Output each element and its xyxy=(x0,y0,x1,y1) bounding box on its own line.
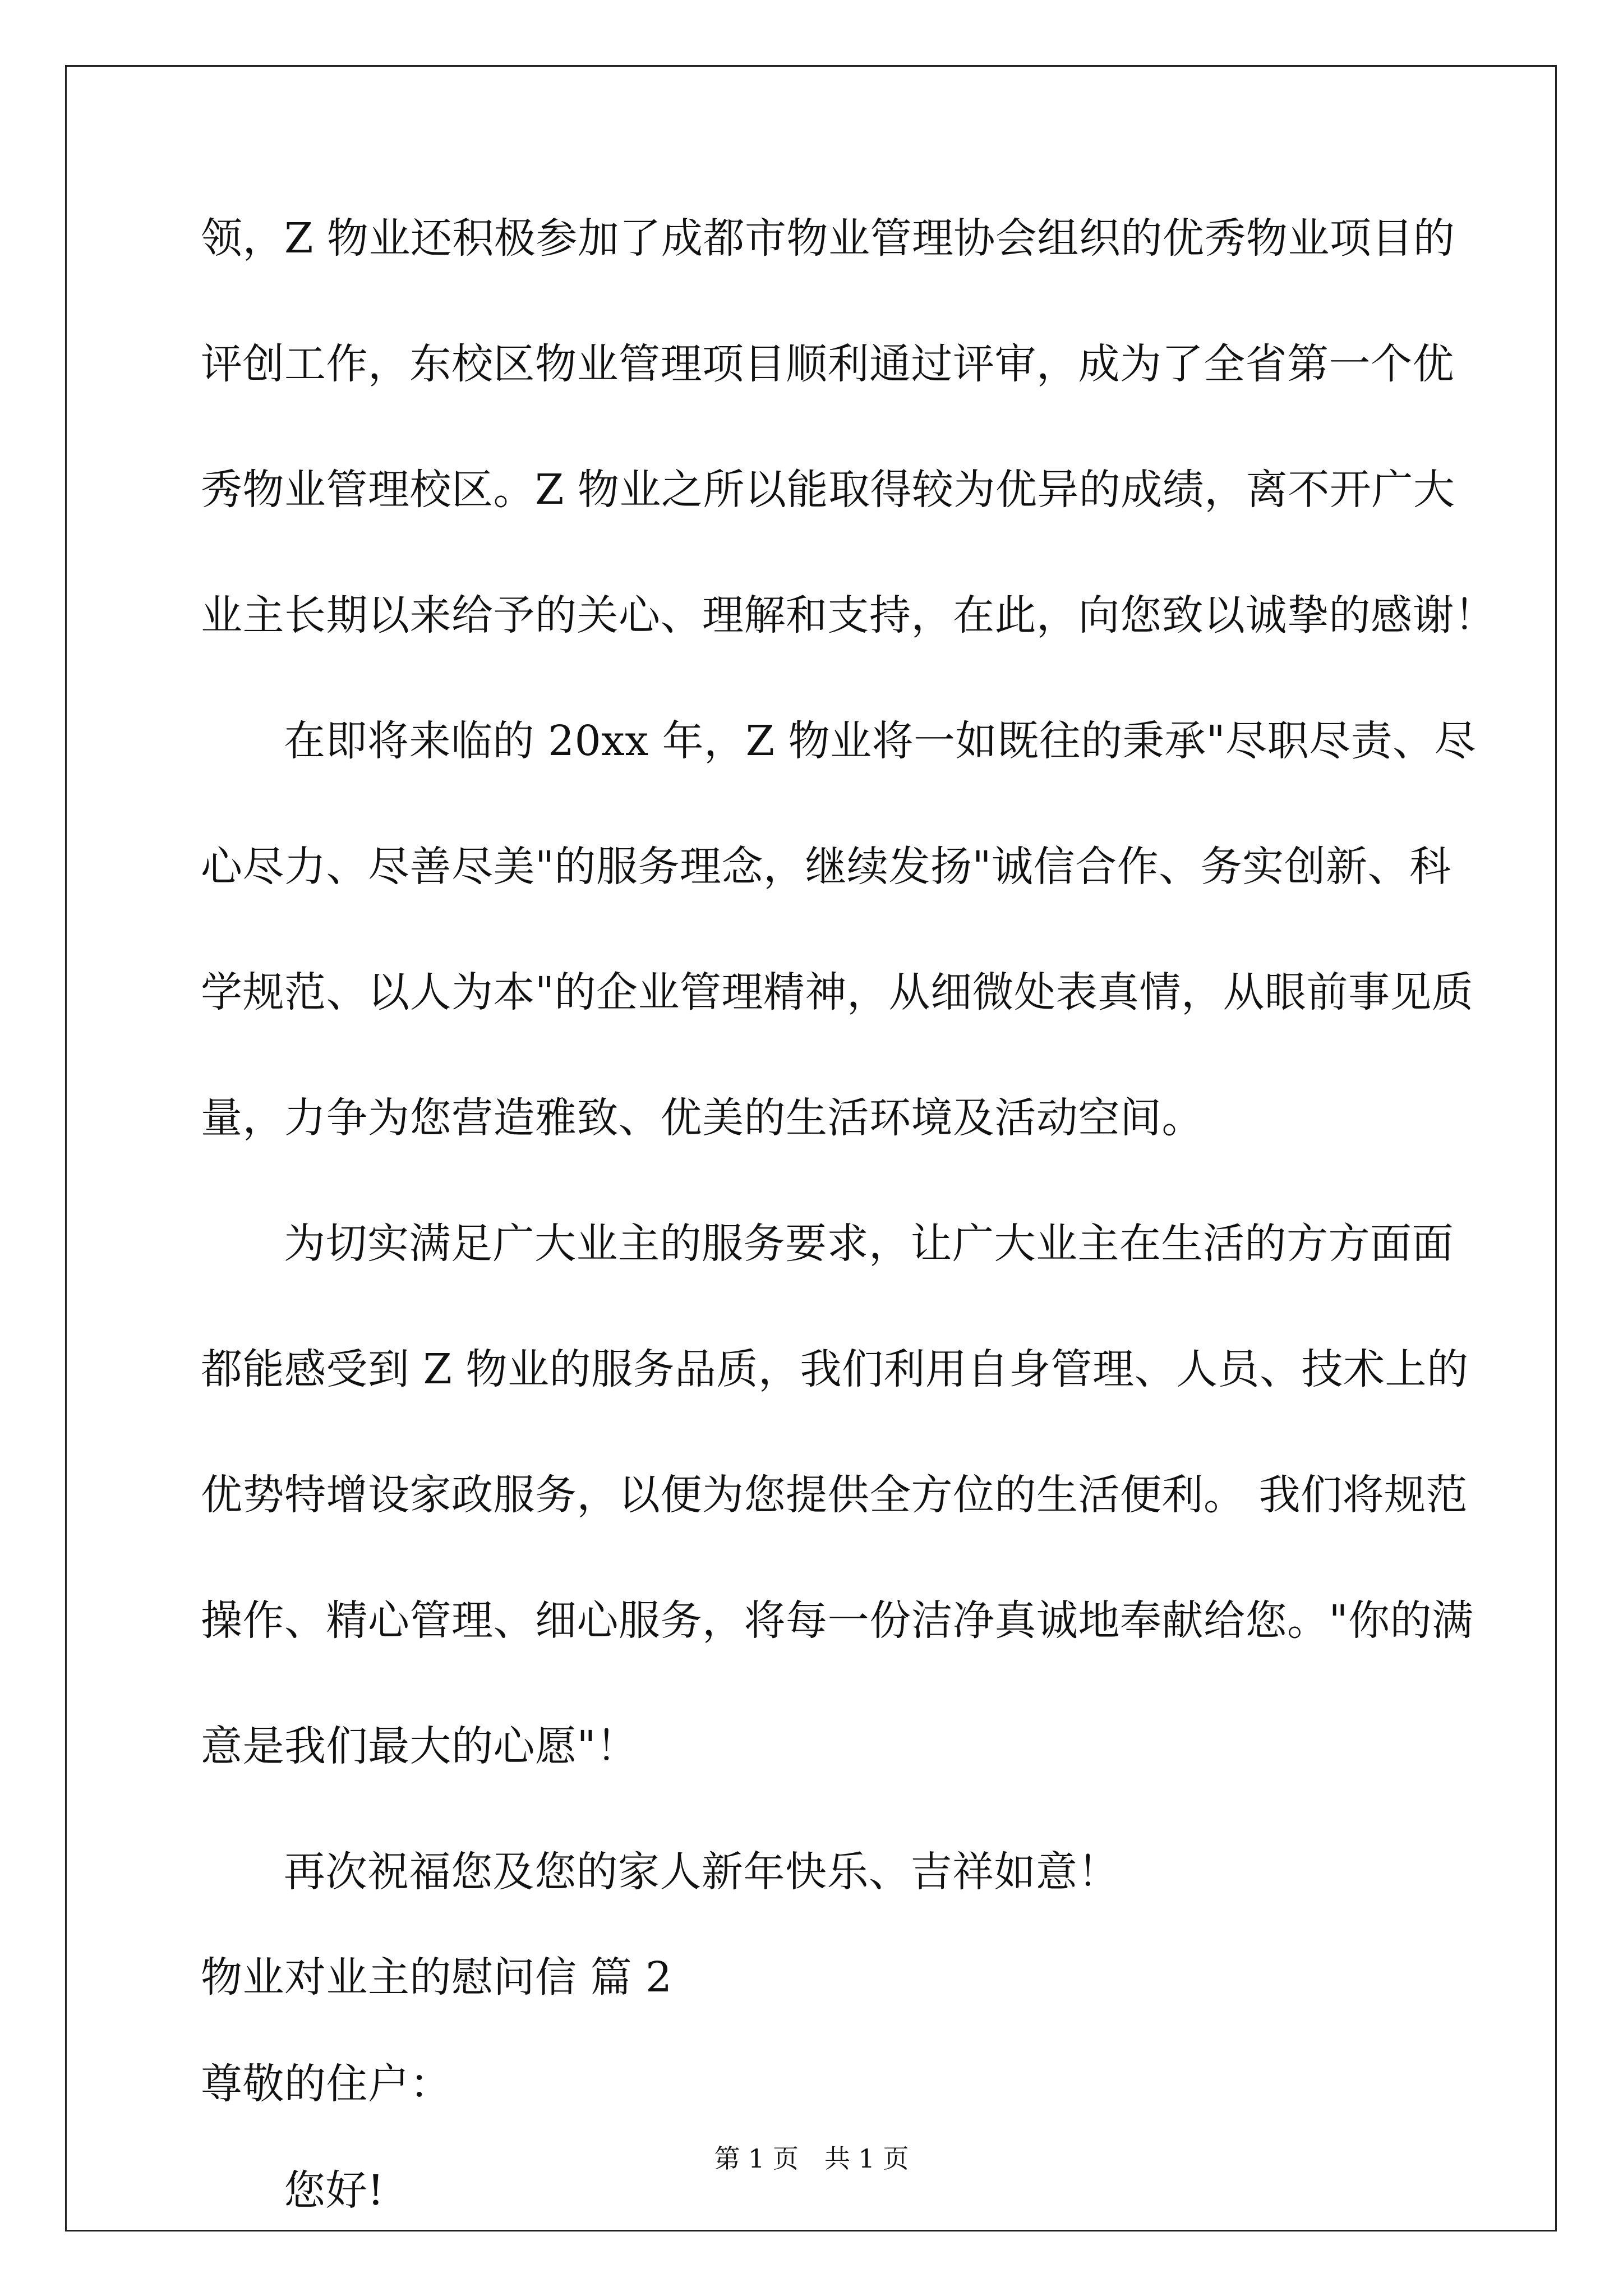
text-line: 操作、精心管理、细心服务，将每一份洁净真诚地奉献给您。"你的满 xyxy=(201,1596,1474,1645)
page-footer: 第 1 页 共 1 页 xyxy=(714,2143,909,2174)
text-line: 心尽力、尽善尽美"的服务理念，继续发扬"诚信合作、务实创新、科 xyxy=(201,843,1451,891)
text-line: 领，Z 物业还积极参加了成都市物业管理协会组织的优秀物业项目的 xyxy=(201,214,1455,263)
text-line: 意是我们最大的心愿"！ xyxy=(201,1722,638,1770)
text-line: 评创工作，东校区物业管理项目顺利通过评审，成为了全省第一个优 xyxy=(201,340,1454,388)
text-line: 为切实满足广大业主的服务要求，让广大业主在生活的方方面面 xyxy=(284,1220,1454,1268)
text-line: 业主长期以来给予的关心、理解和支持，在此，向您致以诚挚的感谢！ xyxy=(201,591,1496,639)
salutation: 尊敬的住户： xyxy=(201,2060,451,2108)
section-heading: 物业对业主的慰问信 篇 2 xyxy=(201,1953,672,2001)
text-line: 在即将来临的 20xx 年，Z 物业将一如既往的秉承"尽职尽责、尽 xyxy=(284,717,1477,765)
text-line: 学规范、以人为本"的企业管理精神，从细微处表真情，从眼前事见质 xyxy=(201,968,1474,1016)
text-line: 秀物业管理校区。Z 物业之所以能取得较为优异的成绩，离不开广大 xyxy=(201,466,1455,514)
greeting: 您好! xyxy=(284,2166,385,2215)
text-line: 再次祝福您及您的家人新年快乐、吉祥如意！ xyxy=(284,1848,1119,1896)
text-line: 量，力争为您营造雅致、优美的生活环境及活动空间。 xyxy=(201,1094,1204,1142)
text-line: 优势特增设家政服务，以便为您提供全方位的生活便利。 我们将规范 xyxy=(201,1471,1468,1519)
text-line: 都能感受到 Z 物业的服务品质，我们利用自身管理、人员、技术上的 xyxy=(201,1345,1469,1393)
